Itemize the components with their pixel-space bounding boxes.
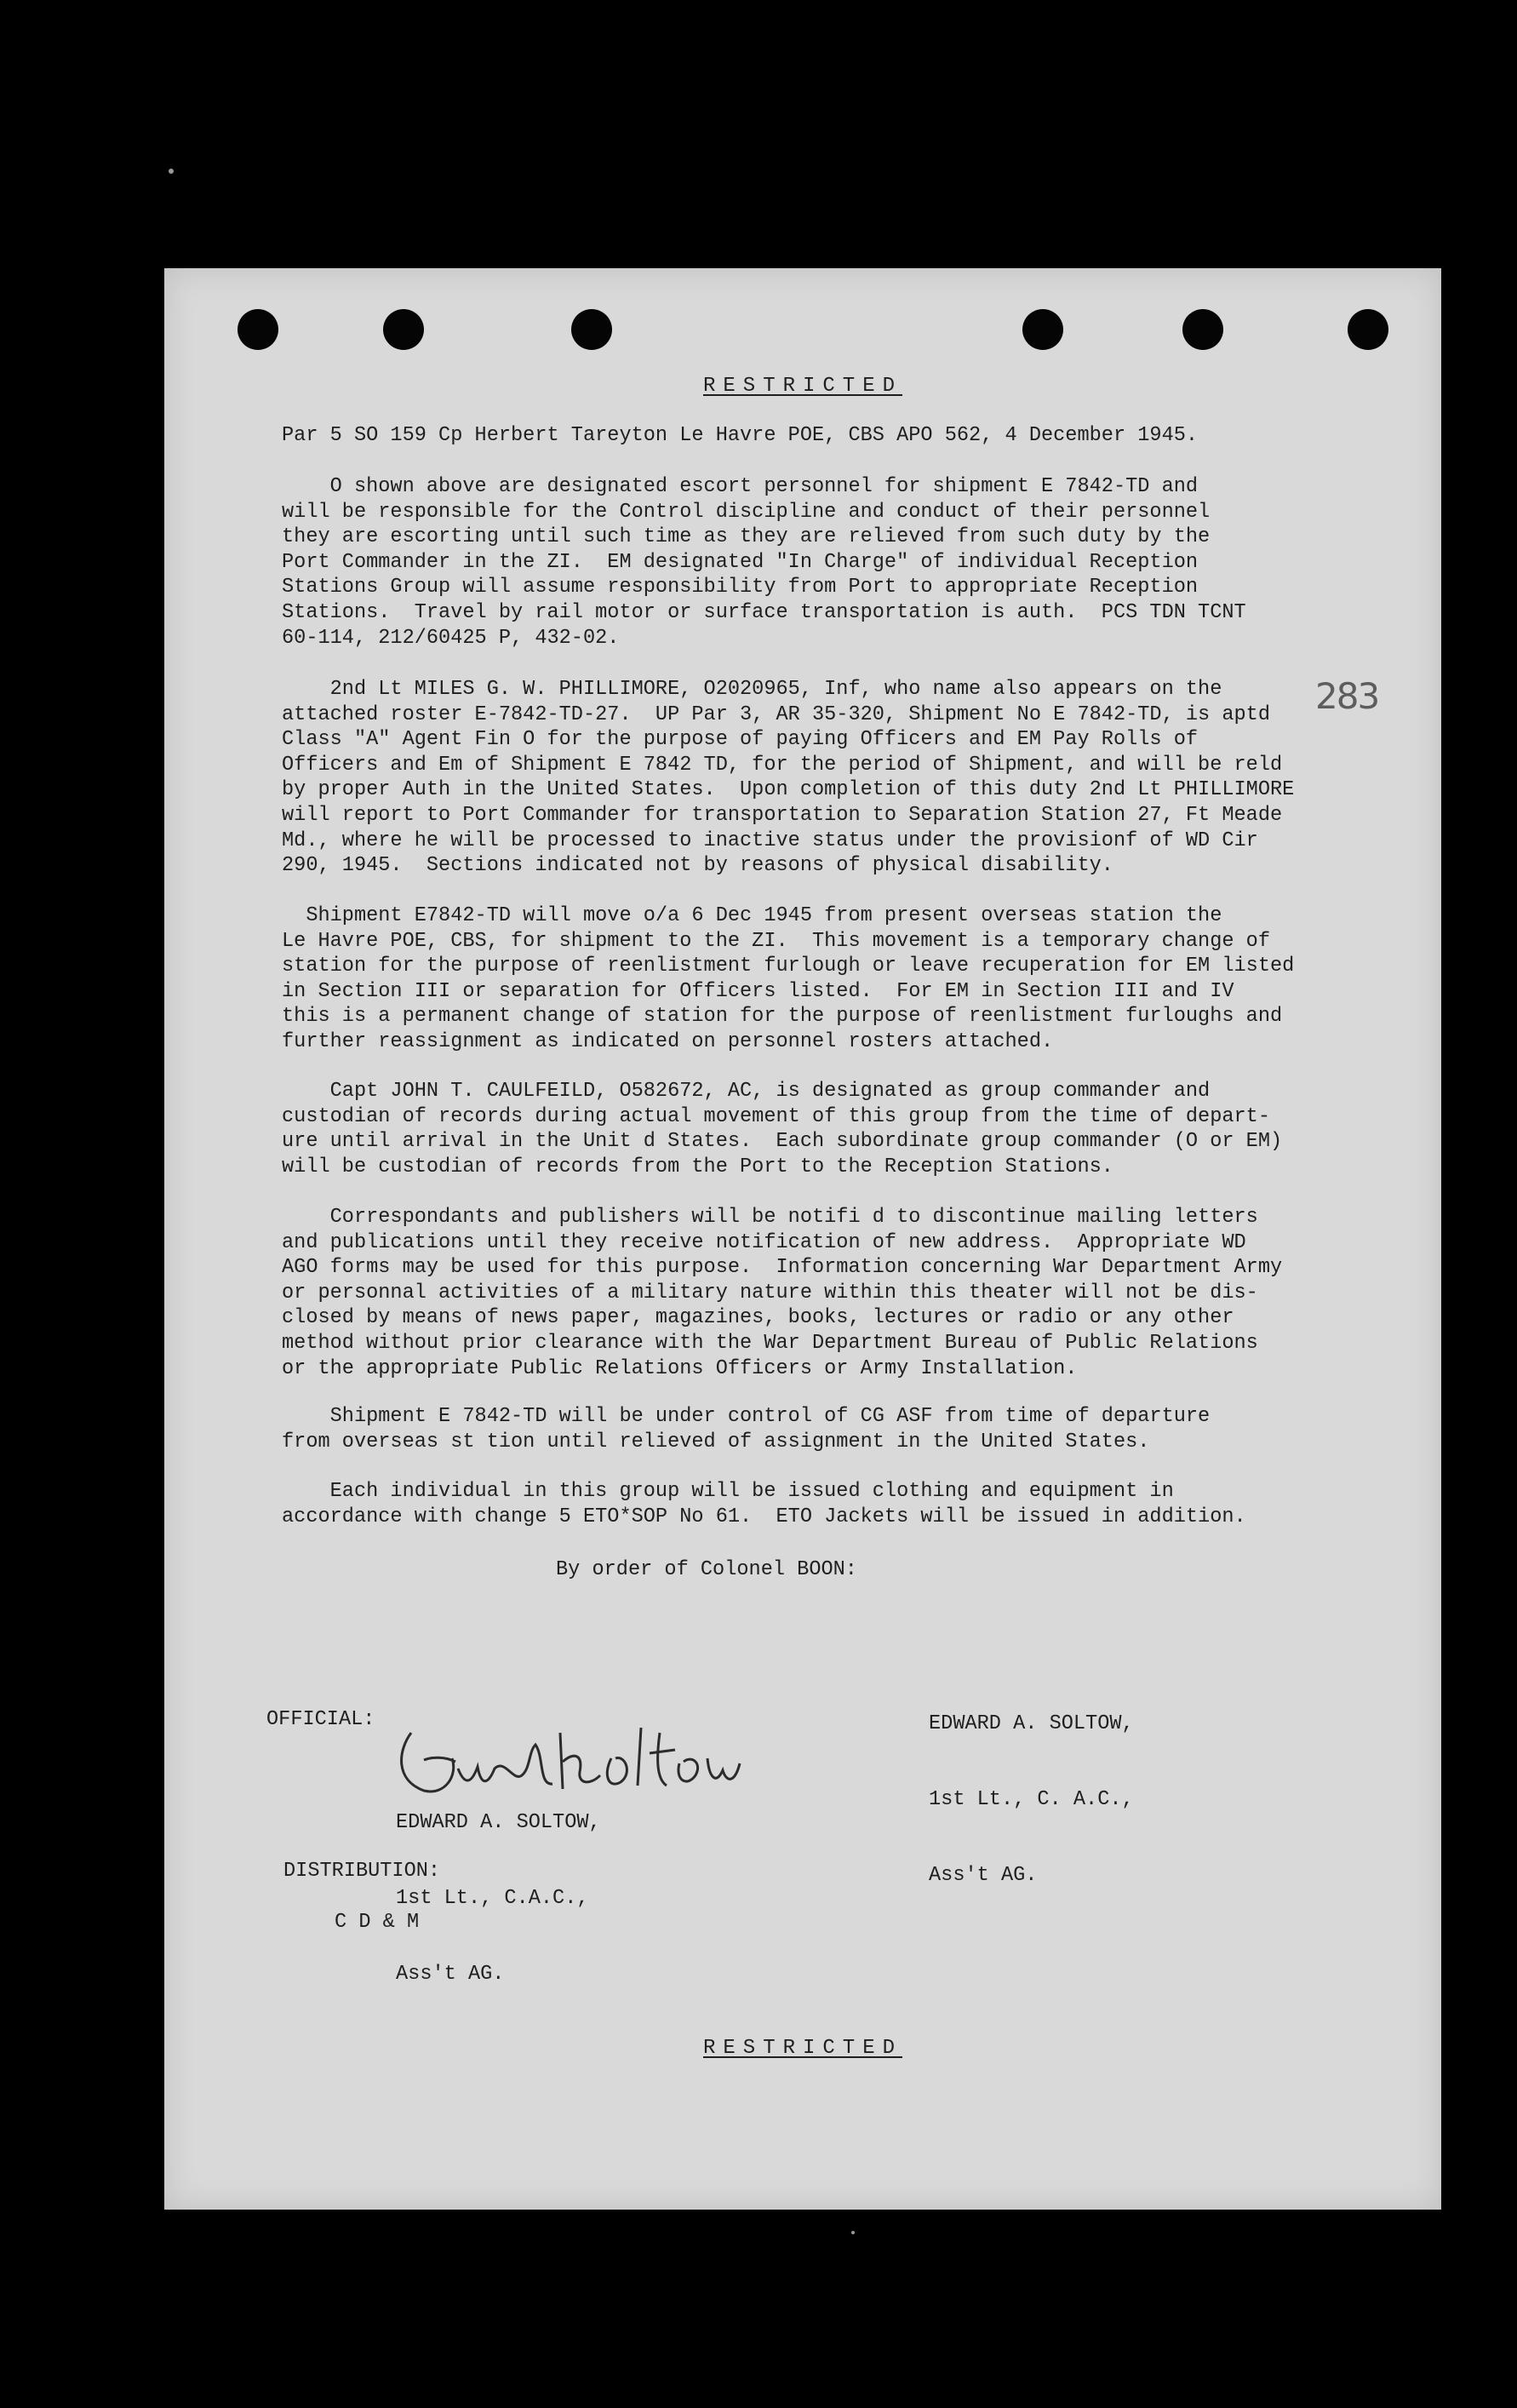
paragraph-correspondence: Correspondants and publishers will be notifi d to discontinue mailing letters and publications until they receive notification of new address. Appropriate WD AGO forms may be used for this purpose. Information concerning War Department Army or personnal activities of a military nature within this theater will not be dis- closed by means of news paper, magazines, books, lectures or radio or any other method without prior clearance with the War Department Bureau of Public Relations or the appropriate Public Relations Officers or Army Installation. [282,1206,1283,1380]
scan-speck [169,169,174,174]
classification-header: RESTRICTED [702,375,903,398]
signature-block-right [929,1661,1269,1939]
distribution-label: DISTRIBUTION: [283,1860,441,1883]
punch-hole [1182,309,1223,350]
paragraph-clothing: Each individual in this group will be issued clothing and equipment in accordance with change 5 ETO*SOP No 61. ETO Jackets will be issued in addition. [282,1480,1246,1528]
signer-rank: 1st Lt., C. A.C., [929,1787,1134,1811]
signer-rank: 1st Lt., C.A.C., [396,1886,589,1910]
paragraph-control: Shipment E 7842-TD will be under control of CG ASF from time of departure from overseas st tion until relieved of assignment in the United States. [282,1405,1211,1453]
scan-speck [851,2231,855,2234]
classification-footer: RESTRICTED [702,2037,903,2060]
punch-hole [571,309,612,350]
paragraph-escort: O shown above are designated escort personnel for shipment E 7842-TD and will be responsible for the Control discipline and conduct of their personnel they are escorting until such time as they are relieved from such duty by the Port Commander in the ZI. EM designated "In Charge" of individual Reception Stations Group will assume responsibility from Port to appropriate Reception Stations. Travel by rail motor or surface transportation is auth. PCS TDN TCNT 60-114, 212/60425 P, 432-02. [282,475,1246,650]
punch-hole [238,309,278,350]
signer-name: EDWARD A. SOLTOW, [396,1811,601,1835]
punch-hole [383,309,424,350]
signer-title: Ass't AG. [929,1863,1038,1887]
document-page [164,268,1441,2210]
punch-hole [1348,309,1388,350]
signer-name: EDWARD A. SOLTOW, [929,1712,1134,1736]
order-reference: Par 5 SO 159 Cp Herbert Tareyton Le Havre POE, CBS APO 562, 4 December 1945. [282,424,1199,447]
official-label: OFFICIAL: [266,1708,375,1731]
paragraph-shipment-move: Shipment E7842-TD will move o/a 6 Dec 1945 from present overseas station the Le Havre POE, CBS, for shipment to the ZI. This movement is a temporary change of station for the purpose of reenlistment furlough or leave recuperation for EM listed in Section III or separation for Officers listed. For EM in Section III and IV this is a permanent change of station for the purpose of reenlistment furloughs and further reassignment as indicated on personnel rosters attached. [282,904,1295,1053]
signer-title: Ass't AG. [396,1962,505,1986]
page-stamp: 283 [1315,675,1379,717]
punch-hole [1022,309,1063,350]
signature-block-left [396,1760,736,2038]
distribution-value: C D & M [335,1911,420,1934]
paragraph-group-commander: Capt JOHN T. CAULFEILD, O582672, AC, is designated as group commander and custodian of records during actual movement of this group from the time of depart- ure until arrival in the Unit d States. Each subordinate group commander (O or EM) will be custodian of records from the Port to the Reception Stations. [282,1080,1283,1178]
by-order-line: By order of Colonel BOON: [556,1558,857,1581]
paragraph-agent-finance: 2nd Lt MILES G. W. PHILLIMORE, O2020965, Inf, who name also appears on the attached roster E-7842-TD-27. UP Par 3, AR 35-320, Shipment No E 7842-TD, is aptd Class "A" Agent Fin O for the purpose of paying Officers and EM Pay Rolls of Officers and Em of Shipment E 7842 TD, for the period of Shipment, and will be reld by proper Auth in the United States. Upon completion of this duty 2nd Lt PHILLIMORE will report to Port Commander for transportation to Separation Station 27, Ft Meade Md., where he will be processed to inactive status under the provisionf of WD Cir 290, 1945. Sections indicated not by reasons of physical disability. [282,678,1295,878]
